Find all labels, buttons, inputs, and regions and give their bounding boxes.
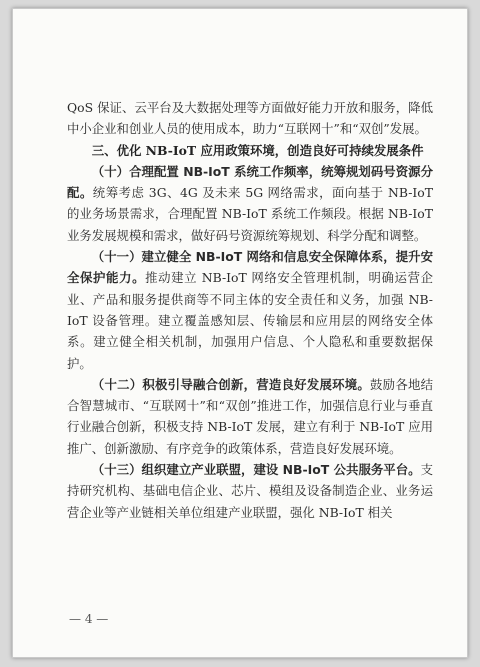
page-number: — 4 — xyxy=(69,612,109,626)
item-label: （十二） xyxy=(91,376,143,392)
paragraph-item-10 xyxy=(67,161,433,246)
item-text: 支持研究机构、基础电信企业、芯片、模组及设备制造企业、业务运营企业等产业链相关单位组建产业联盟，强化 NB-IoT 相关 xyxy=(67,462,433,520)
item-label: （十） xyxy=(91,163,130,179)
item-text: 统筹考虑 3G、4G 及未来 5G 网络需求，面向基于 NB-IoT 的业务场景需求，合理配置 NB-IoT 系统工作频段。根据 NB-IoT 业务发展规模和需求，做好码号资源统筹规划、科学分配和调整。 xyxy=(67,185,434,243)
item-title: 积极引导融合创新，营造良好发展环境。 xyxy=(142,376,371,392)
item-title: 建立健全 NB-IoT 网络和信息安全保障体系，提升安全保护能力。 xyxy=(67,249,433,286)
paragraph-item-12 xyxy=(67,374,433,459)
paragraph: QoS 保证、云平台及大数据处理等方面做好能力开放和服务，降低中小企业和创业人员的使用成本，助力“互联网十”和“双创”发展。 xyxy=(67,100,433,137)
item-label: （十一） xyxy=(91,249,142,265)
item-label: （十三） xyxy=(91,462,142,478)
item-title: 合理配置 NB-IoT 系统工作频率，统筹规划码号资源分配。 xyxy=(67,163,433,201)
item-text: 鼓励各地结合智慧城市、“互联网十”和“双创”推进工作，加强信息行业与垂直行业融合创新，积极支持 NB-IoT 发展，建立有利于 NB-IoT 应用推广、创新激励、有序竞争的政策体系，营造良好发展环境。 xyxy=(67,376,434,456)
item-text: 推动建立 NB-IoT 网络安全管理机制，明确运营企业、产品和服务提供商等不同主体的安全责任和义务，加强 NB-IoT 设备管理。建立覆盖感知层、传输层和应用层的网络安全体系。建立健全相关机制，加强用户信息、个人隐私和重要数据保护。 xyxy=(67,270,433,371)
item-title: 组织建立产业联盟，建设 NB-IoT 公共服务平台。 xyxy=(141,462,421,478)
paragraph-item-13 xyxy=(67,459,433,523)
document-body xyxy=(67,97,433,523)
document-page xyxy=(12,8,468,658)
paragraph-item-11 xyxy=(67,246,433,374)
section-heading: 三、优化 NB-IoT 应用政策环境，创造良好可持续发展条件 xyxy=(91,142,424,158)
